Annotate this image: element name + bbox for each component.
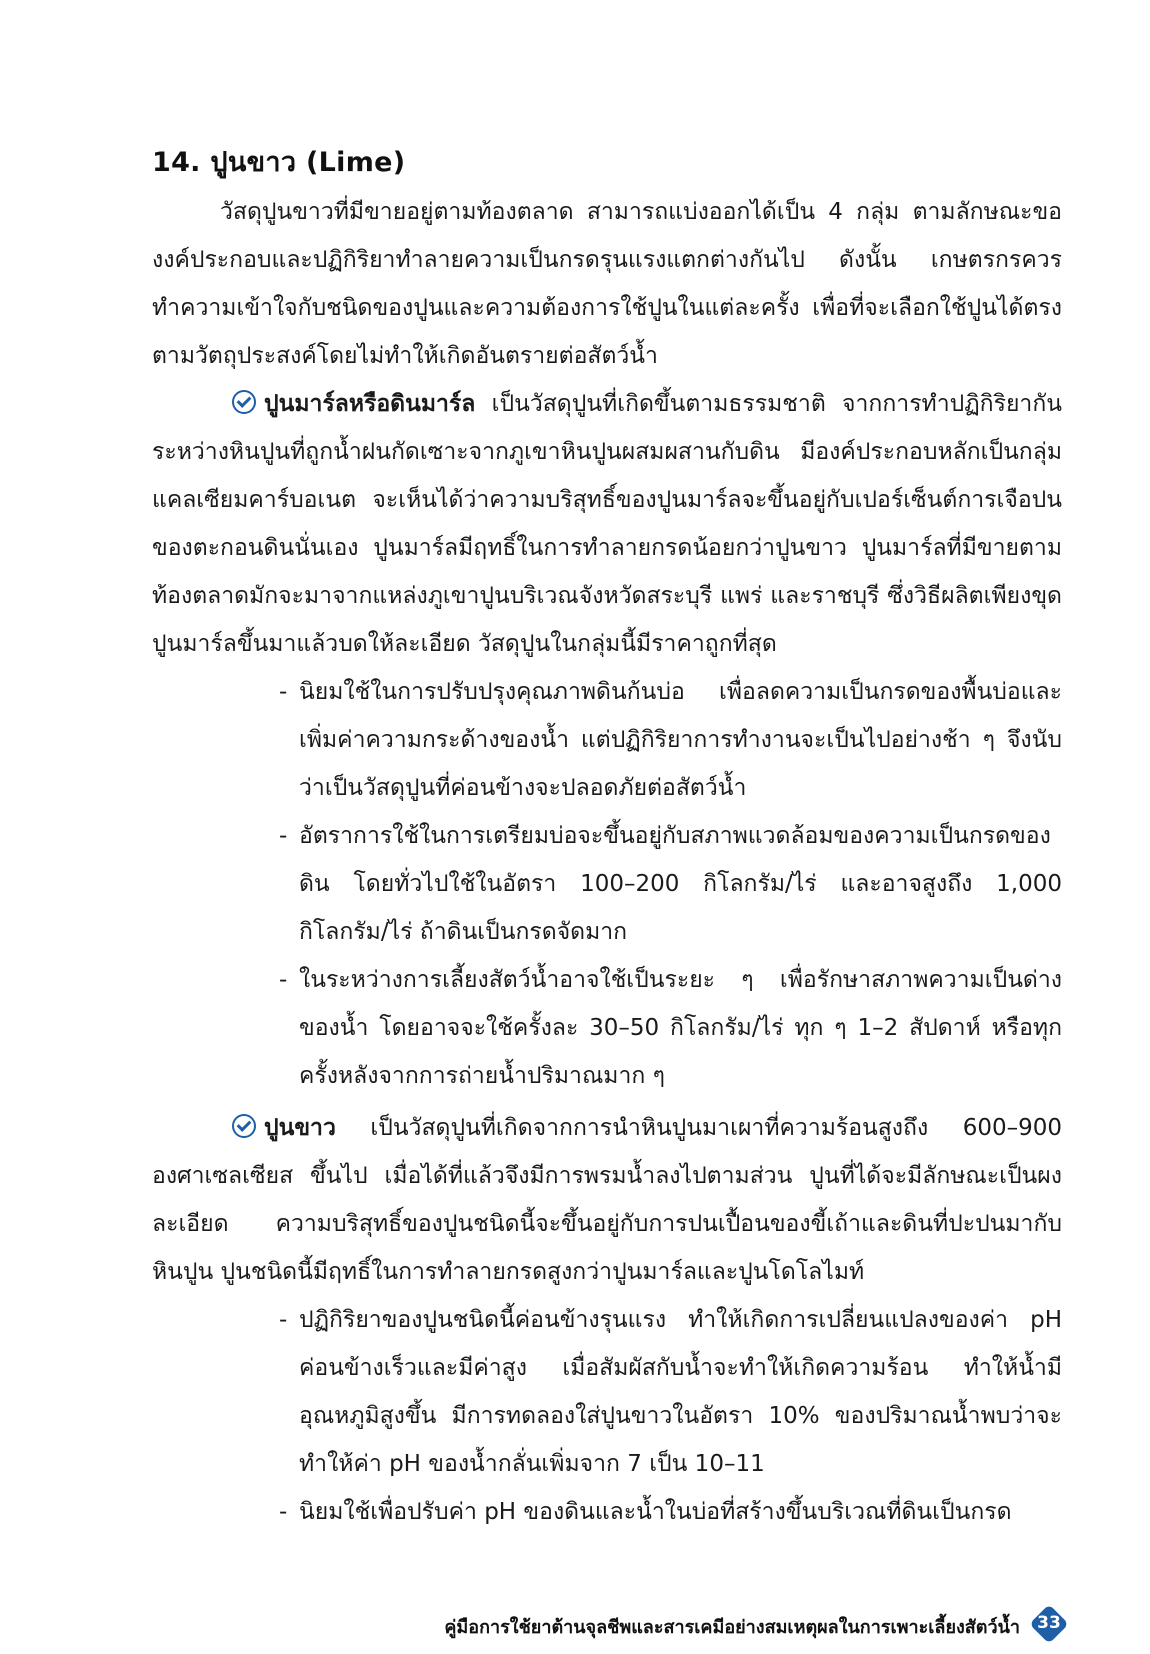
list-item: - อัตราการใช้ในการเตรียมบ่อจะขึ้นอยู่กับสภาพแวดล้อมของความเป็นกรดของดิน โดยทั่วไปใช้ในอัตรา 100–200 กิโลกรัม/ไร่ และอาจสูงถึง 1,000 กิโลกรัม/ไร่ ถ้าดินเป็นกรดจัดมาก	[279, 812, 1062, 956]
section-heading: 14. ปูนขาว (Lime)	[152, 147, 406, 178]
marl-term: ปูนมาร์ลหรือดินมาร์ล	[264, 391, 476, 417]
list-item: - นิยมใช้เพื่อปรับค่า pH ของดินและน้ำในบ่อที่สร้างขึ้นบริเวณที่ดินเป็นกรด	[279, 1488, 1062, 1536]
lime-usage-list	[152, 1296, 1062, 1536]
list-item: - นิยมใช้ในการปรับปรุงคุณภาพดินก้นบ่อ เพื่อลดความเป็นกรดของพื้นบ่อและเพิ่มค่าความกระด้างของน้ำ แต่ปฏิกิริยาการทำงานจะเป็นไปอย่างช้า ๆ จึงนับว่าเป็นวัสดุปูนที่ค่อนข้างจะปลอดภัยต่อสัตว์น้ำ	[279, 668, 1062, 812]
marl-paragraph	[152, 380, 1062, 668]
marl-usage-list	[152, 668, 1062, 1100]
lime-paragraph	[152, 1104, 1062, 1296]
list-item: - ในระหว่างการเลี้ยงสัตว์น้ำอาจใช้เป็นระยะ ๆ เพื่อรักษาสภาพความเป็นด่างของน้ำ โดยอาจจะใช้ครั้งละ 30–50 กิโลกรัม/ไร่ ทุก ๆ 1–2 สัปดาห์ หรือทุกครั้งหลังจากการถ่ายน้ำปริมาณมาก ๆ	[279, 956, 1062, 1100]
list-item: - ปฏิกิริยาของปูนชนิดนี้ค่อนข้างรุนแรง ทำให้เกิดการเปลี่ยนแปลงของค่า pH ค่อนข้างเร็วและมีค่าสูง เมื่อสัมผัสกับน้ำจะทำให้เกิดความร้อน ทำให้น้ำมีอุณหภูมิสูงขึ้น มีการทดลองใส่ปูนขาวในอัตรา 10% ของปริมาณน้ำพบว่าจะทำให้ค่า pH ของน้ำกลั่นเพิ่มจาก 7 เป็น 10–11	[279, 1296, 1062, 1488]
check-circle-icon	[232, 1114, 256, 1138]
check-circle-icon	[232, 390, 256, 414]
intro-paragraph: วัสดุปูนขาวที่มีขายอยู่ตามท้องตลาด สามารถแบ่งออกได้เป็น 4 กลุ่ม ตามลักษณะของงค์ประกอบและปฏิกิริยาทำลายความเป็นกรดรุนแรงแตกต่างกันไป ดังนั้น เกษตรกรควรทำความเข้าใจกับชนิดของปูนและความต้องการใช้ปูนในแต่ละครั้ง เพื่อที่จะเลือกใช้ปูนได้ตรงตามวัตถุประสงค์โดยไม่ทำให้เกิดอันตรายต่อสัตว์น้ำ	[152, 199, 1062, 369]
page-footer	[0, 1604, 1150, 1640]
lime-description: เป็นวัสดุปูนที่เกิดจากการนำหินปูนมาเผาที่ความร้อนสูงถึง 600–900 องศาเซลเซียส ขึ้นไป เมื่อได้ที่แล้วจึงมีการพรมน้ำลงไปตามส่วน ปูนที่ได้จะมีลักษณะเป็นผงละเอียด ความบริสุทธิ์ของปูนชนิดนี้จะขึ้นอยู่กับการปนเปื้อนของขี้เถ้าและดินที่ปะปนมากับหินปูน ปูนชนิดนี้มีฤทธิ์ในการทำลายกรดสูงกว่าปูนมาร์ลและปูนโดโลไมท์	[152, 1115, 1062, 1285]
footer-title: คู่มือการใช้ยาต้านจุลชีพและสารเคมีอย่างสมเหตุผลในการเพาะเลี้ยงสัตว์น้ำ	[444, 1617, 1020, 1638]
body-content	[152, 188, 1062, 1536]
lime-term: ปูนขาว	[264, 1115, 336, 1141]
page-number: 33	[1037, 1613, 1061, 1633]
marl-description: เป็นวัสดุปูนที่เกิดขึ้นตามธรรมชาติ จากการทำปฏิกิริยากันระหว่างหินปูนที่ถูกน้ำฝนกัดเซาะจากภูเขาหินปูนผสมผสานกับดิน มีองค์ประกอบหลักเป็นกลุ่มแคลเซียมคาร์บอเนต จะเห็นได้ว่าความบริสุทธิ์ของปูนมาร์ลจะขึ้นอยู่กับเปอร์เซ็นต์การเจือปนของตะกอนดินนั่นเอง ปูนมาร์ลมีฤทธิ์ในการทำลายกรดน้อยกว่าปูนขาว ปูนมาร์ลที่มีขายตามท้องตลาดมักจะมาจากแหล่งภูเขาปูนบริเวณจังหวัดสระบุรี แพร่ และราชบุรี ซึ่งวิธีผลิตเพียงขุดปูนมาร์ลขึ้นมาแล้วบดให้ละเอียด วัสดุปูนในกลุ่มนี้มีราคาถูกที่สุด	[152, 391, 1062, 657]
page-number-badge	[1029, 1604, 1069, 1644]
